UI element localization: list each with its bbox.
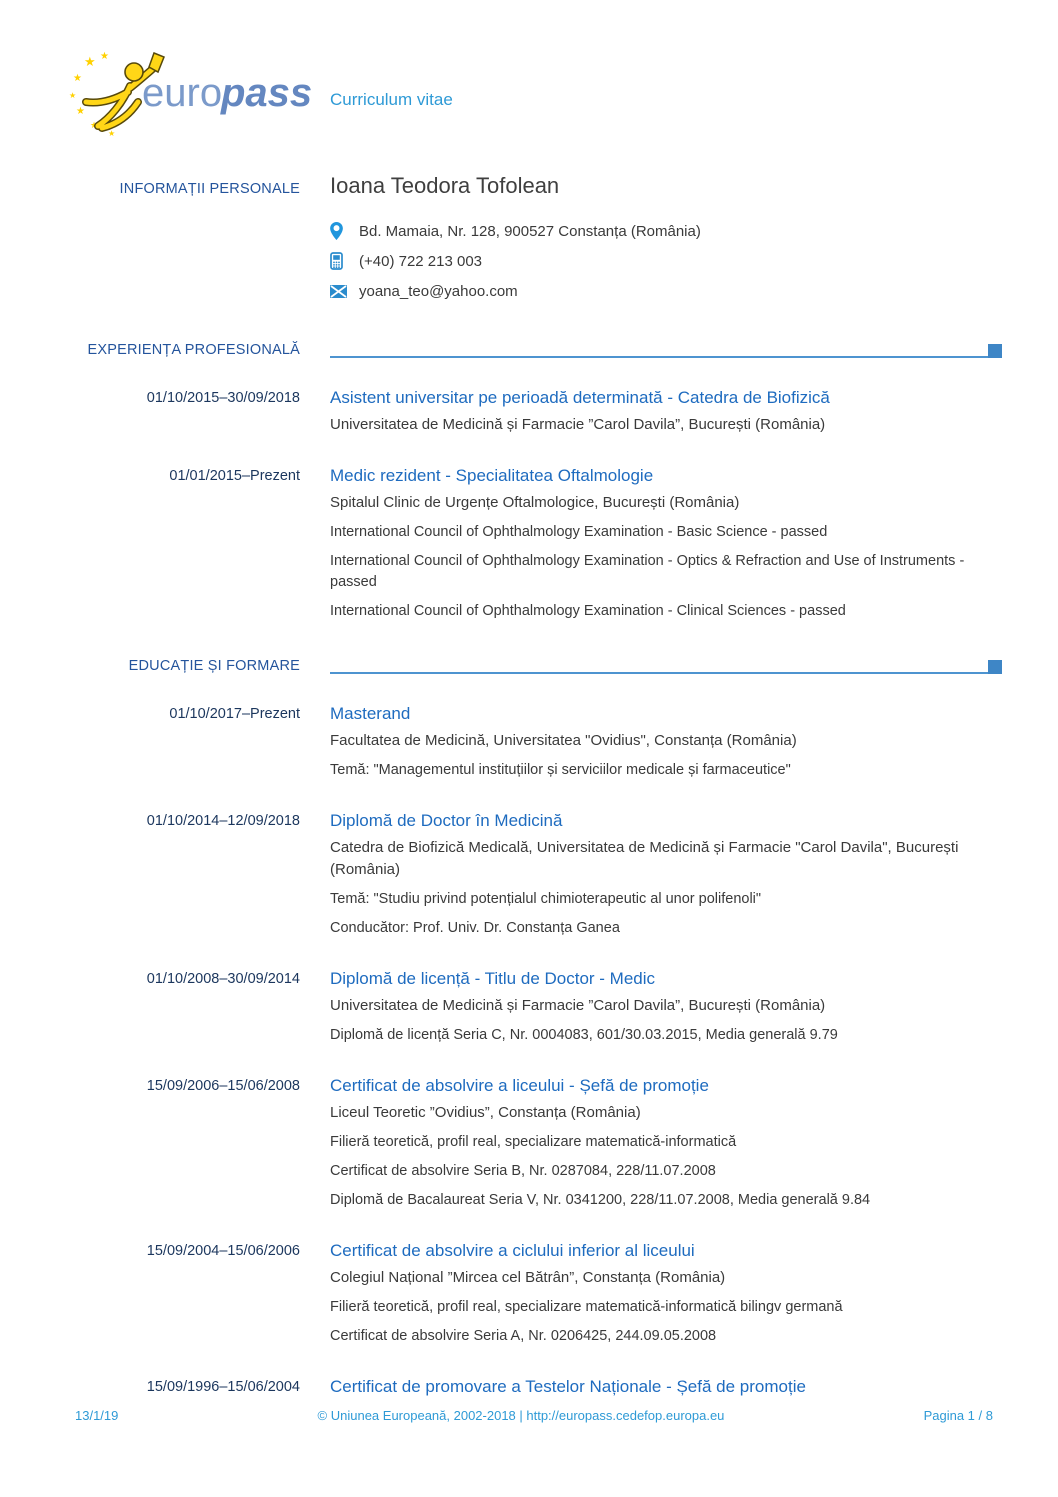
entry-details: [330, 1132, 1002, 1211]
entry-organization: Catedra de Biofizică Medicală, Universitatea de Medicină și Farmacie "Carol Davila", București (România): [330, 839, 959, 878]
svg-text:★: ★: [90, 120, 99, 130]
logo-text-euro: euro: [142, 71, 223, 115]
personal-contacts: [0, 200, 1002, 306]
entry-date: 01/10/2008–30/09/2014: [146, 971, 300, 987]
personal-section-label: INFORMAȚII PERSONALE: [119, 181, 300, 197]
entry-detail-line: Diplomă de Bacalaureat Seria V, Nr. 0341200, 228/11.07.2008, Media generală 9.84: [330, 1192, 871, 1208]
entry-organization: Facultatea de Medicină, Universitatea "Ovidius", Constanța (România): [330, 732, 797, 749]
entry-date: 01/10/2014–12/09/2018: [146, 813, 300, 829]
education-entry: [0, 1239, 1002, 1347]
envelope-icon: [330, 285, 350, 298]
education-section-label: EDUCAȚIE ȘI FORMARE: [128, 658, 300, 674]
entry-date: 15/09/2004–15/06/2006: [146, 1243, 300, 1259]
education-entry: [0, 1074, 1002, 1211]
cv-content: [0, 172, 1002, 1399]
entry-title: Diplomă de Doctor în Medicină: [330, 811, 563, 830]
email-text[interactable]: yoana_teo@yahoo.com: [359, 282, 518, 300]
entry-detail-line: International Council of Ophthalmology Examination - Clinical Sciences - passed: [330, 603, 846, 619]
svg-text:★: ★: [84, 54, 96, 69]
entry-date: 01/10/2015–30/09/2018: [146, 390, 300, 406]
entry-details: [330, 1297, 1002, 1347]
experience-section-heading: [0, 342, 1002, 358]
entry-title: Certificat de promovare a Testelor Naționale - Șefă de promoție: [330, 1377, 806, 1396]
email-row: [330, 276, 1002, 306]
phone-row: [330, 246, 1002, 276]
experience-entry: [0, 464, 1002, 622]
education-entry: [0, 967, 1002, 1046]
svg-text:★: ★: [76, 106, 85, 117]
entry-detail-line: Conducător: Prof. Univ. Dr. Constanța Ganea: [330, 920, 620, 936]
entry-title: Diplomă de licență - Titlu de Doctor - Medic: [330, 969, 656, 988]
entry-date: 15/09/2006–15/06/2008: [146, 1078, 300, 1094]
page-footer: [75, 1408, 993, 1423]
experience-entry: [0, 386, 1002, 436]
experience-entries: [0, 386, 1002, 622]
entry-detail-line: Temă: "Managementul instituțiilor și serviciilor medicale și farmaceutice": [330, 762, 791, 778]
address-row: [330, 216, 1002, 246]
svg-text:★: ★: [100, 51, 109, 62]
entry-title: Medic rezident - Specialitatea Oftalmologie: [330, 466, 654, 485]
entry-details: [330, 889, 1002, 939]
education-section-heading: [0, 658, 1002, 674]
mobile-phone-icon: [330, 252, 350, 270]
experience-section-label: EXPERIENȚA PROFESIONALĂ: [87, 342, 300, 358]
entry-detail-line: Filieră teoretică, profil real, specializare matematică-informatică: [330, 1134, 737, 1150]
footer-date: 13/1/19: [75, 1408, 119, 1423]
education-entry: [0, 809, 1002, 939]
entry-details: [330, 760, 1002, 781]
svg-text:★: ★: [73, 73, 82, 84]
section-rule: [330, 659, 1002, 674]
entry-organization: Colegiul Național ”Mircea cel Bătrân”, Constanța (România): [330, 1269, 726, 1286]
entry-detail-line: Certificat de absolvire Seria B, Nr. 0287084, 228/11.07.2008: [330, 1163, 716, 1179]
footer-page-number: Pagina 1 / 8: [923, 1408, 993, 1423]
entry-title: Masterand: [330, 704, 411, 723]
entry-date: 15/09/1996–15/06/2004: [146, 1379, 300, 1395]
location-pin-icon: [330, 222, 350, 240]
document-type-label: Curriculum vitae: [330, 90, 453, 109]
entry-detail-line: Certificat de absolvire Seria A, Nr. 0206425, 244.09.05.2008: [330, 1328, 717, 1344]
entry-details: [330, 522, 1002, 622]
svg-text:★: ★: [108, 129, 116, 138]
entry-date: 01/10/2017–Prezent: [169, 706, 300, 722]
address-text: Bd. Mamaia, Nr. 128, 900527 Constanța (România): [359, 222, 701, 240]
svg-text:★: ★: [69, 91, 77, 100]
education-entry: [0, 702, 1002, 781]
footer-copyright: © Uniunea Europeană, 2002-2018 | http://europass.cedefop.europa.eu: [317, 1408, 725, 1423]
education-entry: [0, 1375, 1002, 1399]
entry-detail-line: Diplomă de licență Seria C, Nr. 0004083, 601/30.03.2015, Media generală 9.79: [330, 1027, 838, 1043]
entry-detail-line: International Council of Ophthalmology Examination - Basic Science - passed: [330, 524, 828, 540]
entry-organization: Spitalul Clinic de Urgențe Oftalmologice, București (România): [330, 494, 740, 511]
europass-logo: [68, 48, 318, 138]
entry-organization: Universitatea de Medicină și Farmacie ”Carol Davila”, București (România): [330, 416, 826, 433]
education-entries: [0, 702, 1002, 1399]
entry-date: 01/01/2015–Prezent: [169, 468, 300, 484]
entry-organization: Liceul Teoretic ”Ovidius”, Constanța (România): [330, 1104, 641, 1121]
entry-detail-line: Filieră teoretică, profil real, specializare matematică-informatică bilingv germană: [330, 1299, 843, 1315]
entry-details: [330, 1025, 1002, 1046]
person-name: Ioana Teodora Tofolean: [330, 173, 560, 198]
entry-title: Certificat de absolvire a liceului - Șefă de promoție: [330, 1076, 709, 1095]
entry-title: Asistent universitar pe perioadă determinată - Catedra de Biofizică: [330, 388, 830, 407]
logo-text-pass: pass: [221, 71, 313, 115]
entry-title: Certificat de absolvire a ciclului inferior al liceului: [330, 1241, 695, 1260]
entry-detail-line: International Council of Ophthalmology Examination - Optics & Refraction and Use of Instruments - passed: [330, 553, 965, 590]
phone-text: (+40) 722 213 003: [359, 252, 483, 270]
entry-organization: Universitatea de Medicină și Farmacie ”Carol Davila”, București (România): [330, 997, 826, 1014]
section-rule: [330, 343, 1002, 358]
entry-detail-line: Temă: "Studiu privind potențialul chimioterapeutic al unor polifenoli": [330, 891, 762, 907]
personal-section-header: [0, 172, 1002, 200]
